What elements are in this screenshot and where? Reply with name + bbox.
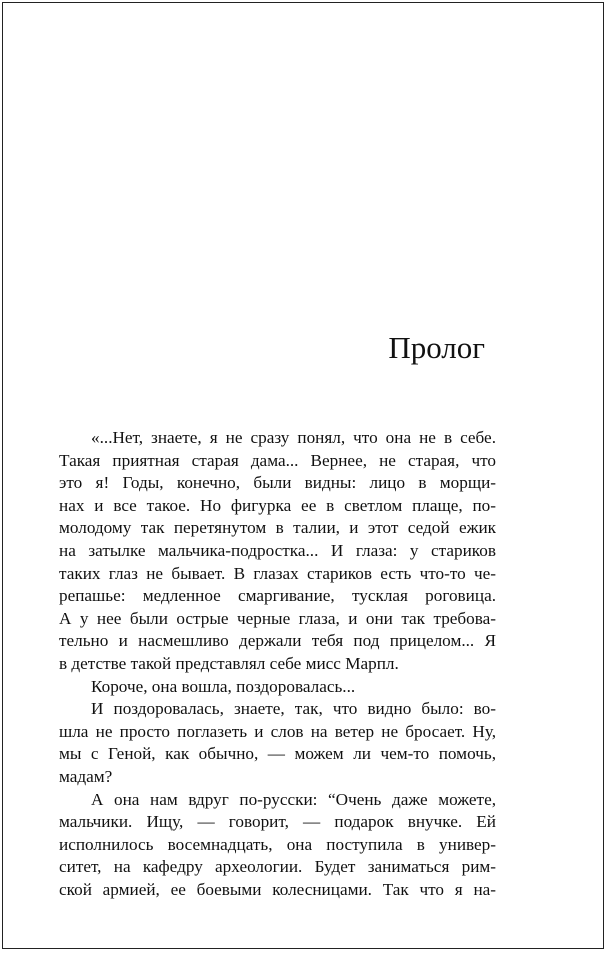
paragraph bbox=[59, 427, 496, 676]
paragraph bbox=[59, 789, 496, 902]
text-line: Такая приятная старая дама... Вернее, не старая, что bbox=[59, 450, 496, 470]
text-line: это я! Годы, конечно, были видны: лицо в морщи- bbox=[59, 473, 496, 493]
text-line: А она нам вдруг по-русски: “Очень даже можете, bbox=[91, 789, 496, 809]
text-line: исполнилось восемнадцать, она поступила в универ- bbox=[59, 834, 496, 854]
text-line: мадам? bbox=[59, 766, 113, 786]
text-line: мы с Геной, как обычно, — можем ли чем-то помочь, bbox=[59, 744, 496, 764]
text-line: Короче, она вошла, поздоровалась... bbox=[91, 676, 356, 696]
text-line: нах и все такое. Но фигурка ее в светлом плаще, по- bbox=[59, 495, 496, 515]
book-page bbox=[2, 2, 604, 949]
text-line: тельно и насмешливо держали тебя под прицелом... Я bbox=[59, 631, 496, 651]
text-line: мальчики. Ищу, — говорит, — подарок внучке. Ей bbox=[59, 812, 496, 832]
text-line: молодому так перетянутом в талии, и этот седой ежик bbox=[59, 518, 496, 538]
text-line: в детстве такой представлял себе мисс Марпл. bbox=[59, 653, 399, 673]
text-line: А у нее были острые черные глаза, и они так требова- bbox=[59, 608, 496, 628]
text-line: на затылке мальчика-подростка... И глаза: у стариков bbox=[59, 540, 496, 560]
text-line: таких глаз не бывает. В глазах стариков есть что-то че- bbox=[59, 563, 496, 583]
text-line: ситет, на кафедру археологии. Будет заниматься рим- bbox=[59, 857, 496, 877]
text-line: И поздоровалась, знаете, так, что видно было: во- bbox=[91, 699, 496, 719]
chapter-title: Пролог bbox=[388, 330, 485, 365]
text-line: шла не просто поглазеть и слов на ветер не бросает. Ну, bbox=[59, 721, 496, 741]
text-line: «...Нет, знаете, я не сразу понял, что она не в себе. bbox=[91, 428, 496, 447]
body-text bbox=[59, 427, 496, 901]
paragraph bbox=[59, 698, 496, 788]
paragraph bbox=[59, 676, 496, 699]
text-line: репашье: медленное смаргивание, тусклая роговица. bbox=[59, 586, 496, 606]
text-line: ской армией, ее боевыми колесницами. Так что я на- bbox=[59, 879, 496, 899]
